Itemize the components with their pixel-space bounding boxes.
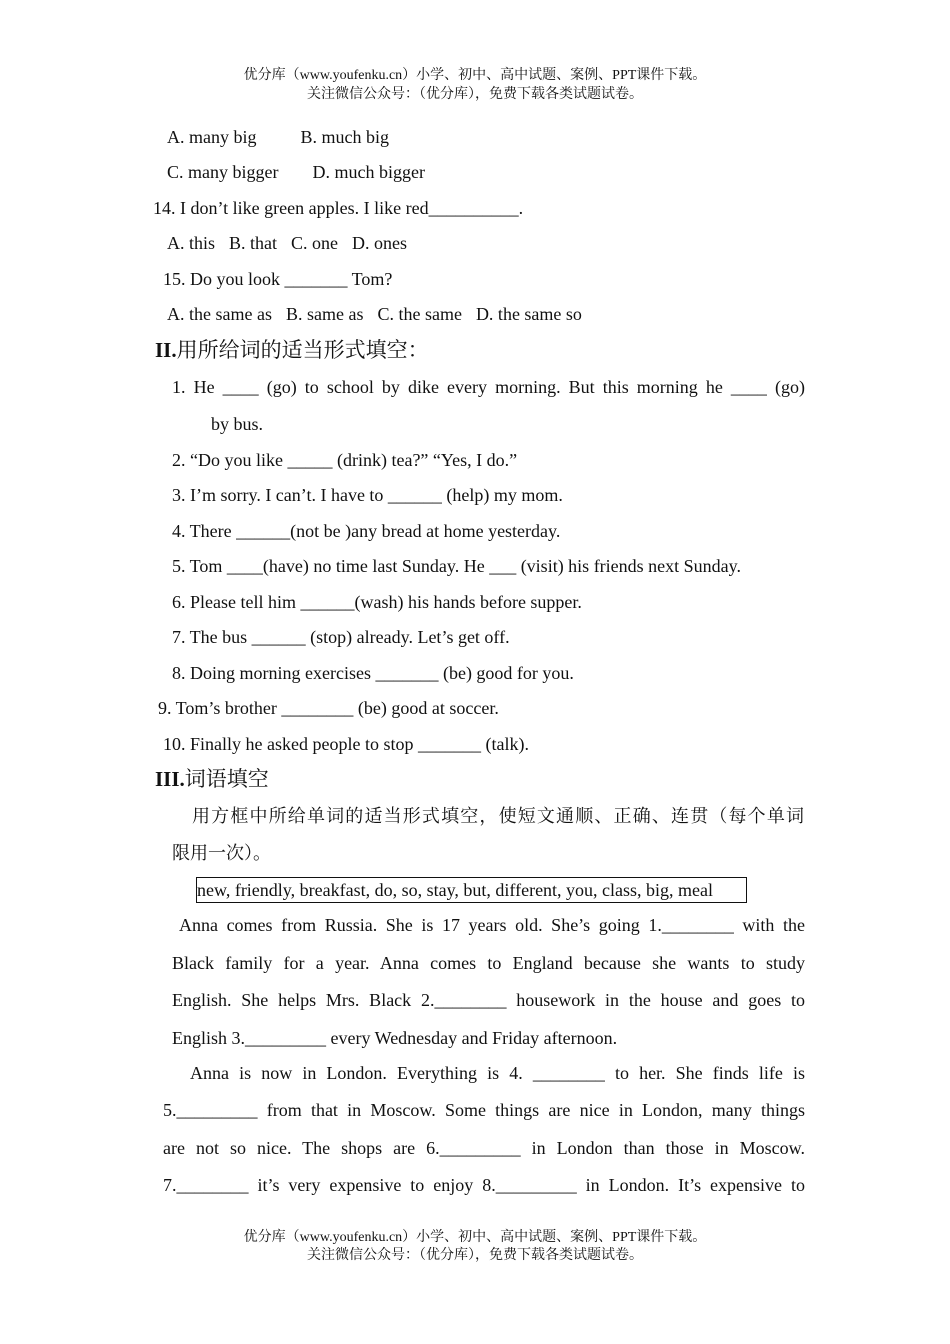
question-15: 15. Do you look _______ Tom? — [163, 269, 393, 289]
q13-option-d: D. much bigger — [312, 162, 425, 182]
q15-option-b: B. same as — [285, 304, 364, 324]
q14-options — [167, 231, 407, 255]
q13-options-cd — [167, 160, 425, 184]
part2-item-8: 8. Doing morning exercises _______ (be) good for you. — [172, 663, 574, 683]
passage-line-6: 5._________ from that in Moscow. Some things are nice in London, many things — [163, 1100, 805, 1120]
part2-item-1-cont: by bus. — [211, 414, 264, 434]
part2-item-5: 5. Tom ____(have) no time last Sunday. He ___ (visit) his friends next Sunday. — [172, 556, 741, 576]
passage-line-3: English. She helps Mrs. Black 2.________ housework in the house and goes to — [172, 990, 805, 1010]
passage-line-8: 7.________ it’s very expensive to enjoy 8._________ in London. It’s expensive to — [163, 1175, 805, 1195]
footer-line-1: 优分库（www.youfenku.cn）小学、初中、高中试题、案例、PPT课件下载。 — [243, 1230, 707, 1245]
part2-item-4: 4. There ______(not be )any bread at home yesterday. — [172, 521, 561, 541]
passage-line-1: Anna comes from Russia. She is 17 years old. She’s going 1.________ with the — [179, 915, 805, 935]
part3-instructions-line-1: 用方框中所给单词的适当形式填空，使短文通顺、正确、连贯（每个单词 — [192, 806, 804, 826]
q15-option-a: A. the same as — [167, 304, 272, 324]
passage-line-7: are not so nice. The shops are 6._________ in London than those in Moscow. — [163, 1138, 805, 1158]
header-line-2: 关注微信公众号：（优分库），免费下载各类试题试卷。 — [307, 87, 643, 102]
header-line-1: 优分库（www.youfenku.cn）小学、初中、高中试题、案例、PPT课件下载。 — [243, 68, 707, 83]
q13-option-a: A. many big — [167, 127, 257, 147]
section-2-title: 用所给词的适当形式填空： — [176, 338, 429, 362]
footer-line-2: 关注微信公众号：（优分库），免费下载各类试题试卷。 — [307, 1248, 643, 1263]
q15-option-d: D. the same so — [475, 304, 582, 324]
q13-option-c: C. many bigger — [167, 162, 279, 182]
part2-item-6: 6. Please tell him ______(wash) his hands before supper. — [172, 592, 582, 612]
part2-item-10: 10. Finally he asked people to stop _______ (talk). — [163, 734, 529, 754]
q13-options-ab — [167, 125, 389, 149]
part2-item-1: 1. He ____ (go) to school by dike every morning. But this morning he ____ (go) — [172, 377, 805, 397]
section-3-heading — [155, 766, 269, 792]
part2-item-7: 7. The bus ______ (stop) already. Let’s get off. — [172, 627, 510, 647]
q14-option-d: D. ones — [352, 233, 408, 253]
passage-line-5: Anna is now in London. Everything is 4. ________ to her. She finds life is — [190, 1063, 805, 1083]
part3-instructions-line-2: 限用一次）。 — [172, 843, 271, 863]
part2-item-3: 3. I’m sorry. I can’t. I have to ______ (help) my mom. — [172, 485, 563, 505]
word-box: new, friendly, breakfast, do, so, stay, but, different, you, class, big, meal — [196, 877, 747, 903]
q14-option-c: C. one — [291, 233, 339, 253]
section-2-number: II. — [155, 338, 177, 362]
q14-option-a: A. this — [167, 233, 216, 253]
part2-item-9: 9. Tom’s brother ________ (be) good at soccer. — [158, 698, 499, 718]
q15-options — [167, 302, 582, 326]
section-3-number: III. — [155, 767, 185, 791]
q14-option-b: B. that — [229, 233, 278, 253]
q13-option-b: B. much big — [300, 127, 389, 147]
passage-line-4: English 3._________ every Wednesday and Friday afternoon. — [172, 1028, 618, 1048]
question-14: 14. I don’t like green apples. I like red__________. — [153, 198, 524, 218]
passage-line-2: Black family for a year. Anna comes to England because she wants to study — [172, 953, 805, 973]
section-3-title: 词语填空 — [184, 767, 269, 791]
q15-option-c: C. the same — [377, 304, 462, 324]
part2-item-2: 2. “Do you like _____ (drink) tea?” “Yes, I do.” — [172, 450, 518, 470]
section-2-heading — [155, 337, 429, 363]
